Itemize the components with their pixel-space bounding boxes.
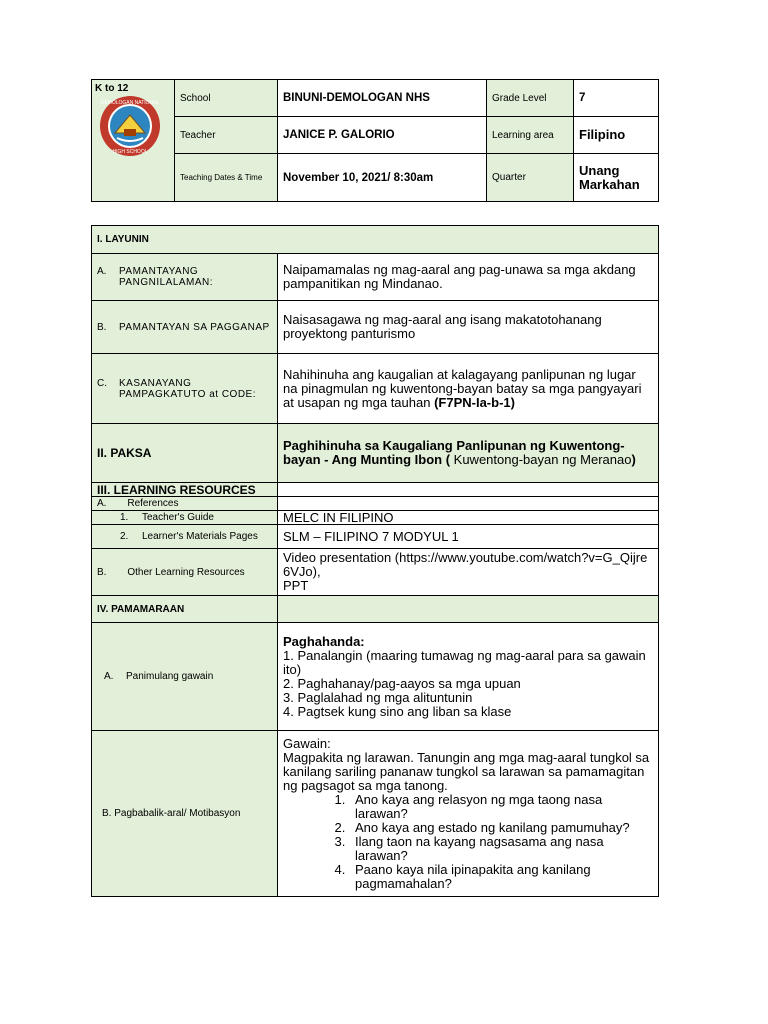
layunin-c-key: C. [97, 377, 107, 389]
layunin-c-label-cell [92, 354, 278, 424]
svg-text:HIGH SCHOOL: HIGH SCHOOL [112, 149, 148, 155]
teacher-label: Teacher [175, 117, 278, 154]
grade-level-label: Grade Level [487, 80, 574, 117]
layunin-c-label: KASANAYANG PAMPAGKATUTO at CODE: [119, 377, 257, 400]
teaching-dates-label: Teaching Dates & Time [175, 154, 278, 202]
lesson-plan-table [91, 225, 659, 897]
layunin-a-label-cell [92, 254, 278, 301]
pagbabalik-aral-label: B. Pagbabalik-aral/ Motibasyon [92, 731, 278, 897]
other-resources-cell [278, 549, 659, 596]
layunin-a-label: PAMANTAYANG PANGNILALAMAN: [119, 266, 214, 288]
gawain-intro: Magpakita ng larawan. Tanungin ang mga mag-aaral tungkol sa kanilang sariling pananaw tungkol sa larawan sa pamamagitan ng pagsagot sa mga tanong. [283, 749, 650, 793]
logo-cell [92, 80, 175, 202]
panimulang-gawain-cell [278, 623, 659, 731]
panimulang-gawain-key: A. [104, 671, 114, 682]
list-item: 1. Panalangin (maaring tumawag ng mag-aaral para sa gawain ito) [283, 647, 646, 677]
layunin-b-text: Naisasagawa ng mag-aaral ang isang makatotohanang proyektong panturismo [278, 301, 659, 354]
learners-materials-label-cell [92, 525, 278, 549]
teachers-guide-label: Teacher's Guide [142, 512, 214, 523]
teaching-dates-value: November 10, 2021/ 8:30am [278, 154, 487, 202]
list-item: 2. Paghahanay/pag-aayos sa mga upuan [283, 675, 521, 691]
k-to-12-label: K to 12 [95, 83, 129, 94]
list-item: 1. Ano kaya ang relasyon ng mga taong nasa larawan? [349, 793, 653, 821]
references-label-cell [92, 497, 278, 511]
pagbabalik-aral-cell [278, 731, 659, 897]
empty-cell [278, 596, 659, 623]
list-item: 4. Pagtsek kung sino ang liban sa klase [283, 703, 512, 719]
paksa-title-bold: Paghihinuha sa Kaugaliang Panlipunan ng Kuwentong-bayan - Ang Munting Ibon ( [283, 438, 625, 467]
school-seal-logo [99, 95, 161, 157]
layunin-b-label: PAMANTAYAN SA PAGGANAP [119, 321, 270, 333]
teacher-value: JANICE P. GALORIO [278, 117, 487, 154]
panimulang-gawain-label-cell [92, 623, 278, 731]
teachers-guide-label-cell [92, 511, 278, 525]
learning-area-label: Learning area [487, 117, 574, 154]
references-label: References [127, 498, 179, 509]
school-value: BINUNI-DEMOLOGAN NHS [278, 80, 487, 117]
section-layunin-title: I. LAYUNIN [92, 226, 659, 254]
other-resources-key: B. [97, 566, 107, 578]
layunin-c-cell [278, 354, 659, 424]
question-list [283, 793, 653, 891]
empty-cell [278, 497, 659, 511]
ppt-resource: PPT [283, 578, 309, 593]
paghahanda-heading: Paghahanda: [283, 633, 365, 649]
list-item: 4. Paano kaya nila ipinapakita ang kanilang pagmamahalan? [349, 863, 653, 891]
list-item: 3. Paglalahad ng mga alituntunin [283, 689, 473, 705]
panimulang-gawain-label: Panimulang gawain [126, 671, 214, 682]
teachers-guide-value: MELC IN FILIPINO [278, 511, 659, 525]
section-paksa-title: II. PAKSA [92, 424, 278, 483]
grade-level-value: 7 [574, 80, 659, 117]
paksa-subtitle: Kuwentong-bayan ng Meranao [450, 452, 632, 467]
other-resources-label-cell [92, 549, 278, 596]
layunin-c-text: Nahihinuha ang kaugalian at kalagayang panlipunan ng lugar na pinagmulan ng kuwentong-bayan batay sa mga pangyayari at usapan ng mga tauhan [283, 366, 642, 410]
list-item: 2. Ano kaya ang estado ng kanilang pamumuhay? [349, 821, 653, 835]
quarter-label: Quarter [487, 154, 574, 202]
quarter-value: Unang Markahan [574, 154, 659, 202]
header-table [91, 79, 659, 202]
gawain-heading: Gawain: [283, 735, 331, 751]
layunin-a-key: A. [97, 266, 107, 277]
teachers-guide-key: 1. [120, 512, 129, 523]
layunin-a-text: Naipamamalas ng mag-aaral ang pag-unawa sa mga akdang pampanitikan ng Mindanao. [278, 254, 659, 301]
school-label: School [175, 80, 278, 117]
other-resources-label: Other Learning Resources [127, 566, 245, 578]
section-resources-title: III. LEARNING RESOURCES [92, 483, 278, 497]
section-pamamaraan-title: IV. PAMAMARAAN [92, 596, 278, 623]
learning-area-value: Filipino [574, 117, 659, 154]
paksa-close-paren: ) [631, 452, 636, 467]
references-key: A. [97, 498, 107, 509]
layunin-b-key: B. [97, 321, 107, 333]
paksa-cell [278, 424, 659, 483]
layunin-c-code: (F7PN-Ia-b-1) [434, 394, 515, 410]
learners-materials-label: Learner's Materials Pages [142, 531, 258, 542]
video-link[interactable]: Video presentation (https://www.youtube.com/watch?v=G_Qijre6VJo), [283, 550, 648, 579]
learners-materials-value: SLM – FILIPINO 7 MODYUL 1 [278, 525, 659, 549]
svg-text:DEMOLOGAN NATIONAL: DEMOLOGAN NATIONAL [100, 100, 160, 106]
empty-cell [278, 483, 659, 497]
layunin-b-label-cell [92, 301, 278, 354]
list-item: 3. Ilang taon na kayang nagsasama ang nasa larawan? [349, 835, 653, 863]
learners-materials-key: 2. [120, 531, 129, 542]
